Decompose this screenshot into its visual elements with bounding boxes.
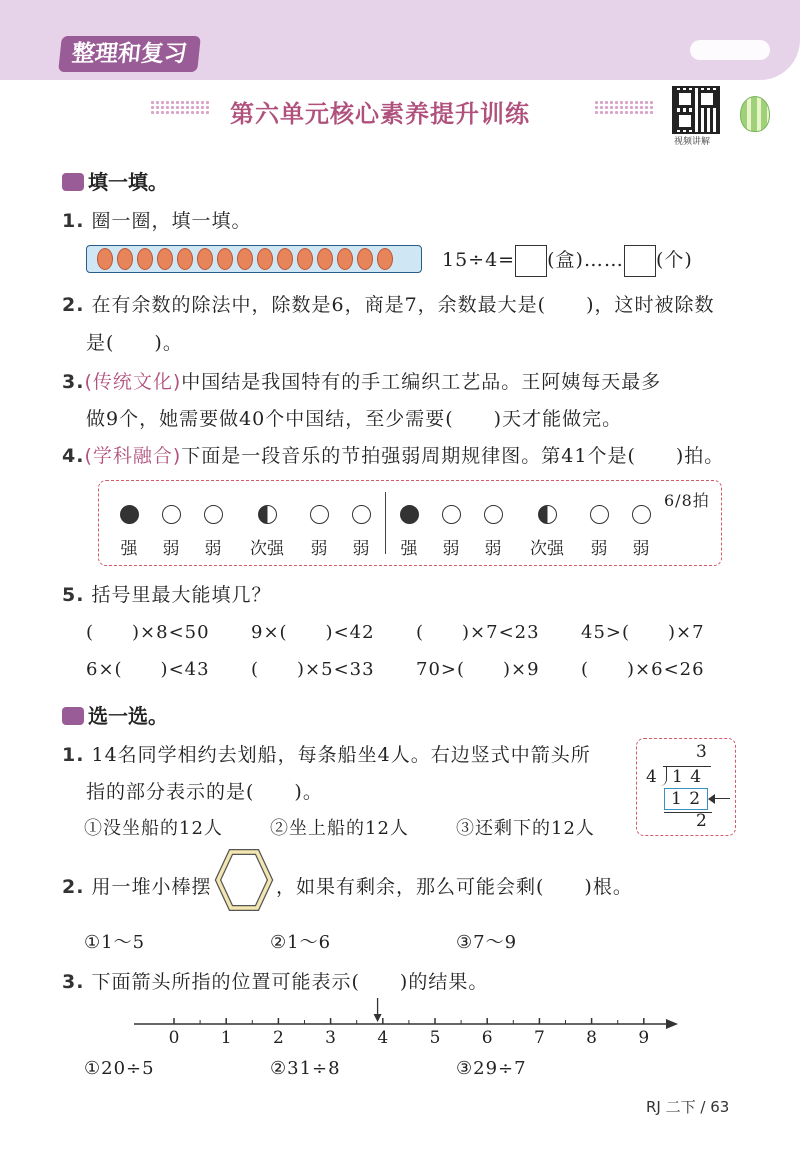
egg[interactable] xyxy=(197,248,213,270)
beat xyxy=(526,505,568,559)
beat-label: 弱 xyxy=(162,539,180,559)
pointer-arrowhead xyxy=(374,1014,382,1022)
beat xyxy=(340,505,382,559)
tick-label: 8 xyxy=(586,1028,598,1048)
division-quotient: 3 xyxy=(696,742,708,762)
egg-tray xyxy=(86,245,422,273)
answer-box-remainder[interactable] xyxy=(624,245,656,277)
tick-label: 2 xyxy=(272,1028,284,1048)
answer-box-boxes[interactable] xyxy=(515,245,547,277)
beat-label: 弱 xyxy=(484,539,502,559)
qr-code[interactable] xyxy=(672,86,720,134)
balloon-icon xyxy=(740,96,770,132)
chapter-badge: 整理和复习 xyxy=(58,36,201,72)
page-footer: RJ 二下 / 63 xyxy=(646,1098,730,1116)
axis-arrowhead xyxy=(666,1019,678,1029)
section2-badge xyxy=(62,707,84,725)
division-divisor: 4 xyxy=(646,767,658,787)
s2-q1-line2: 指的部分表示的是( )。 xyxy=(86,781,323,803)
s2-q1-options: ①没坐船的12人 ②坐上船的12人 ③还剩下的12人 xyxy=(84,818,595,839)
beat xyxy=(578,505,620,559)
egg[interactable] xyxy=(357,248,373,270)
beat xyxy=(108,505,150,559)
beat xyxy=(150,505,192,559)
beat xyxy=(192,505,234,559)
s2-q2-options: ①1～5 ②1～6 ③7～9 xyxy=(84,932,518,953)
s1-q5-text: 5. 括号里最大能填几？ xyxy=(62,584,272,606)
beat xyxy=(430,505,472,559)
egg[interactable] xyxy=(237,248,253,270)
egg[interactable] xyxy=(157,248,173,270)
section1-badge xyxy=(62,173,84,191)
hexagon-sticks-icon xyxy=(214,848,274,912)
beat-label: 次强 xyxy=(250,539,284,559)
s2-q2-text: 2. 用一堆小棒摆 xyxy=(62,876,212,898)
s1-q4-text: 4.(学科融合)下面是一段音乐的节拍强弱周期规律图。第41个是( )拍。 xyxy=(62,445,725,467)
page-title: 第六单元核心素养提升训练 xyxy=(230,100,530,128)
beat-circle xyxy=(258,505,277,524)
title-dots-right xyxy=(594,100,654,116)
beat-circle xyxy=(120,505,139,524)
beat-circle xyxy=(442,505,461,524)
beat-label: 弱 xyxy=(352,539,370,559)
egg[interactable] xyxy=(317,248,333,270)
beat-label: 强 xyxy=(120,539,138,559)
division-remainder: 2 xyxy=(696,811,708,831)
egg[interactable] xyxy=(337,248,353,270)
s1-q2-line1: 2. 在有余数的除法中，除数是6，商是7，余数最大是( )，这时被除数 xyxy=(62,294,715,316)
s1-q3-line2: 做9个，她需要做40个中国结，至少需要( )天才能做完。 xyxy=(86,408,623,430)
title-dots-left xyxy=(150,100,210,116)
egg[interactable] xyxy=(117,248,133,270)
egg[interactable] xyxy=(217,248,233,270)
beat-circle xyxy=(204,505,223,524)
egg[interactable] xyxy=(257,248,273,270)
rhythm-divider xyxy=(385,492,386,554)
tick-label: 5 xyxy=(429,1028,441,1048)
beat-label: 弱 xyxy=(442,539,460,559)
tick-label: 7 xyxy=(533,1028,545,1048)
beat-circle xyxy=(400,505,419,524)
division-dividend: 1 4 xyxy=(672,767,703,787)
beat-label: 弱 xyxy=(310,539,328,559)
number-line xyxy=(120,996,690,1048)
tick-label: 1 xyxy=(220,1028,232,1048)
s2-q2-after: ，如果有剩余，那么可能会剩( )根。 xyxy=(276,876,633,898)
beat-circle xyxy=(352,505,371,524)
beat xyxy=(246,505,288,559)
s2-q1-line1: 1. 14名同学相约去划船，每条船坐4人。右边竖式中箭头所 xyxy=(62,744,591,766)
egg[interactable] xyxy=(277,248,293,270)
tag-interdisciplinary: (学科融合) xyxy=(84,445,182,467)
beat-circle xyxy=(162,505,181,524)
tick-label: 3 xyxy=(325,1028,337,1048)
beat-circle xyxy=(590,505,609,524)
egg[interactable] xyxy=(377,248,393,270)
egg[interactable] xyxy=(177,248,193,270)
beat-circle xyxy=(632,505,651,524)
tick-label: 0 xyxy=(168,1028,180,1048)
egg[interactable] xyxy=(297,248,313,270)
s1-q3-line1: 3.(传统文化)中国结是我国特有的手工编织工艺品。王阿姨每天最多 xyxy=(62,371,662,393)
beat xyxy=(298,505,340,559)
cloud-decoration xyxy=(690,40,770,60)
beat-label: 次强 xyxy=(530,539,564,559)
tick-label: 9 xyxy=(638,1028,650,1048)
beat xyxy=(388,505,430,559)
division-arrowhead xyxy=(708,794,715,804)
section1-heading: 填一填。 xyxy=(62,166,168,195)
section2-heading: 选一选。 xyxy=(62,700,168,729)
s1-q5-row1: ( )×8<50 9×( )<42 ( )×7<23 45>( )×7 xyxy=(86,622,705,643)
s1-q5-row2: 6×( )<43 ( )×5<33 70>( )×9 ( )×6<26 xyxy=(86,659,705,680)
s2-q3-options: ①20÷5 ②31÷8 ③29÷7 xyxy=(84,1058,527,1079)
egg[interactable] xyxy=(137,248,153,270)
s1-q1-text: 1. 圈一圈，填一填。 xyxy=(62,210,252,232)
beat-circle xyxy=(538,505,557,524)
tick-label: 4 xyxy=(377,1028,389,1048)
qr-caption: 视频讲解 xyxy=(674,137,711,147)
long-division-box xyxy=(636,738,736,836)
meter-label: 6/8拍 xyxy=(664,491,710,510)
division-product: 1 2 xyxy=(664,788,708,810)
beat-label: 弱 xyxy=(204,539,222,559)
egg[interactable] xyxy=(97,248,113,270)
beat-label: 弱 xyxy=(590,539,608,559)
s2-q3-text: 3. 下面箭头所指的位置可能表示( )的结果。 xyxy=(62,971,489,993)
beat xyxy=(472,505,514,559)
tick-label: 6 xyxy=(481,1028,493,1048)
beat-label: 弱 xyxy=(632,539,650,559)
s1-q1-equation: 15÷4= (盒)…… (个) xyxy=(442,245,693,277)
beat-circle xyxy=(484,505,503,524)
beat-label: 强 xyxy=(400,539,418,559)
beat xyxy=(620,505,662,559)
tag-culture: (传统文化) xyxy=(84,371,182,393)
beat-circle xyxy=(310,505,329,524)
s1-q2-line2: 是( )。 xyxy=(86,332,183,354)
